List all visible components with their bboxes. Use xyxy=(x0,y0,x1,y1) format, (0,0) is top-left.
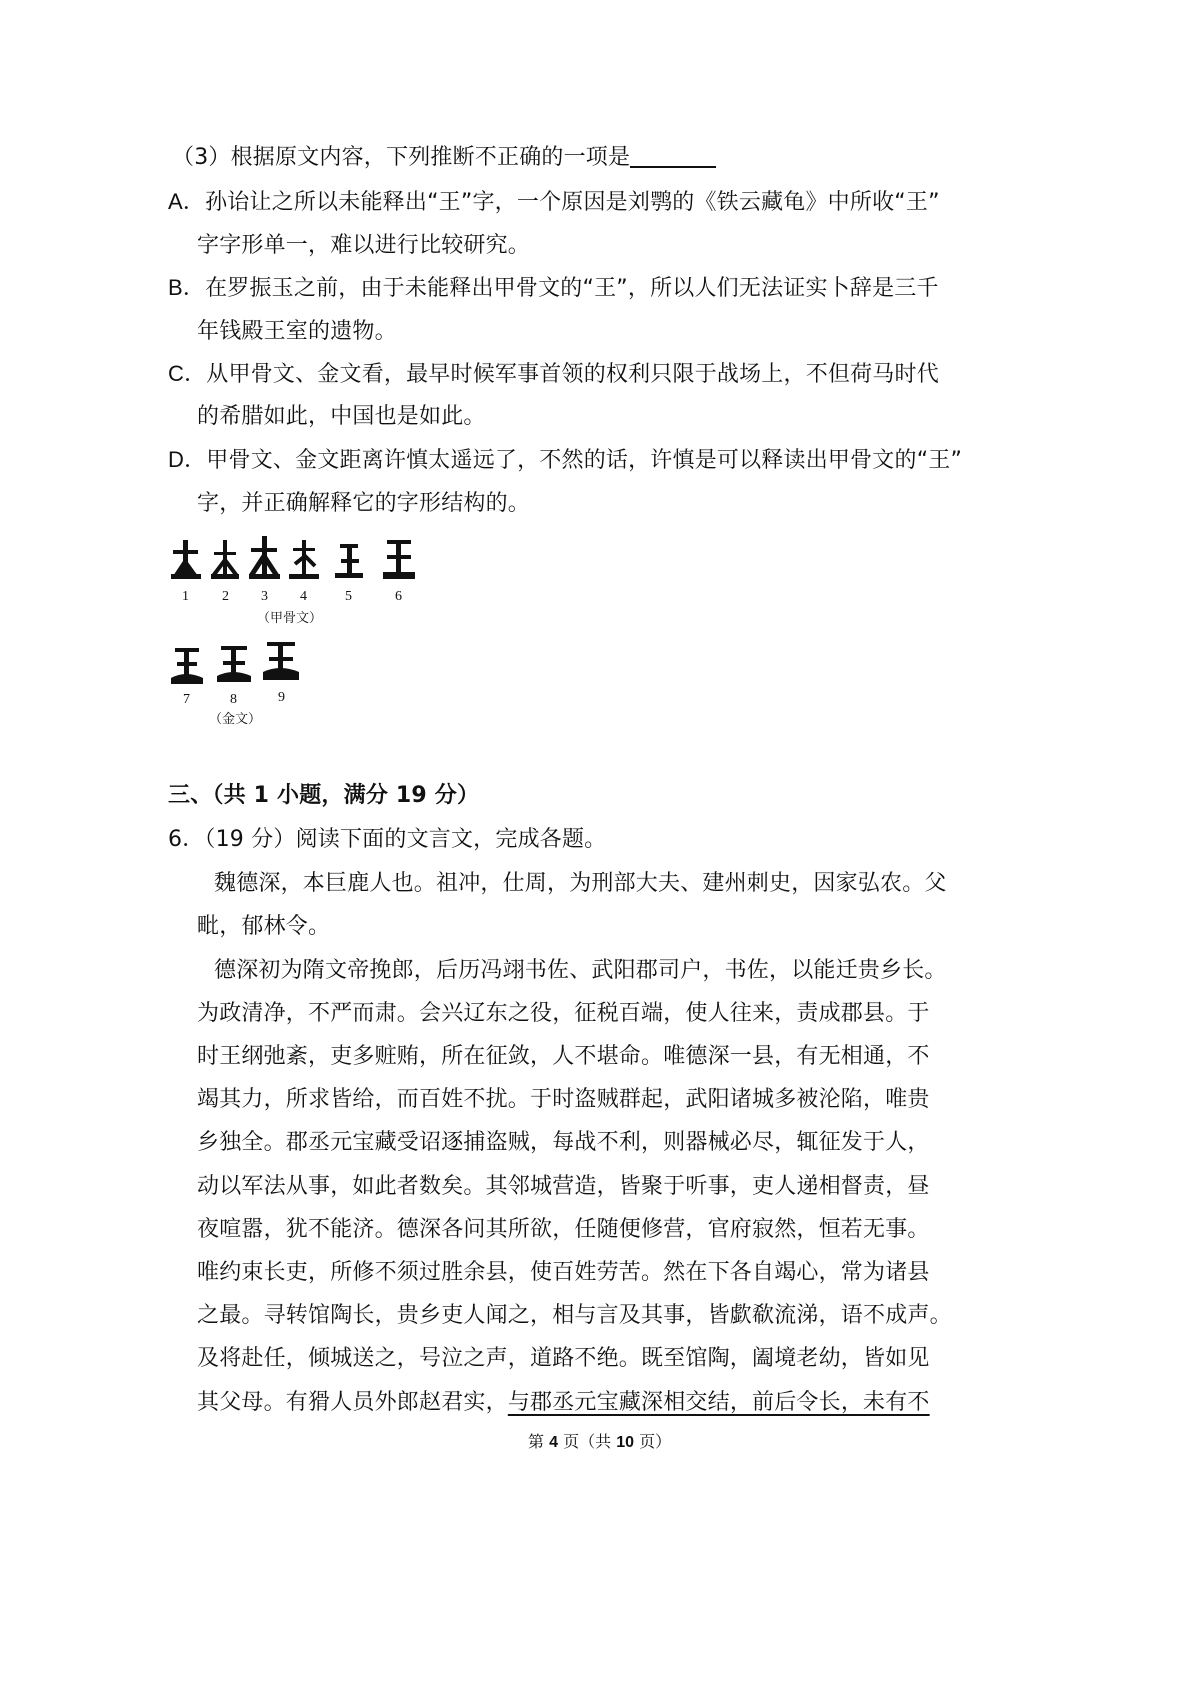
passage-line: 夜喧嚣，犹不能济。德深各问其所欲，任随便修营，官府寂然，恒若无事。 xyxy=(197,1217,930,1242)
oracle-number: 1 xyxy=(182,589,189,604)
oracle-glyph-1 xyxy=(171,540,201,579)
passage-line-last xyxy=(197,1387,930,1419)
option-a-continued: 字字形单一，难以进行比较研究。 xyxy=(197,233,531,258)
wang-glyph-figure xyxy=(165,530,425,730)
option-a xyxy=(168,186,940,219)
bronze-glyph-7 xyxy=(171,648,203,684)
option-text: 甲骨文、金文距离许慎太遥远了，不然的话，许慎是可以释读出甲骨文的“王” xyxy=(206,448,963,473)
passage-line: 毗，郁林令。 xyxy=(197,914,331,939)
passage-line: 竭其力，所求皆给，而百姓不扰。于时盗贼群起，武阳诸城多被沦陷，唯贵 xyxy=(197,1087,930,1112)
oracle-glyph-5 xyxy=(335,544,363,578)
page-total: 10 xyxy=(616,1434,635,1451)
oracle-glyph-6 xyxy=(383,540,415,579)
bronze-number: 7 xyxy=(183,692,190,707)
oracle-glyph-3 xyxy=(249,536,280,579)
passage-line: 动以军法从事，如此者数矣。其邻城营造，皆聚于听事，吏人递相督责，昼 xyxy=(197,1174,930,1199)
option-d-continued: 字，并正确解释它的字形结构的。 xyxy=(197,491,531,516)
oracle-number: 3 xyxy=(261,589,268,604)
option-text: 在罗振玉之前，由于未能释出甲骨文的“王”，所以人们无法证实卜辞是三千 xyxy=(205,276,939,301)
oracle-caption: （甲骨文） xyxy=(257,611,323,626)
page-number: 4 xyxy=(549,1434,559,1451)
passage-line: 时王纲弛紊，吏多赃贿，所在征敛，人不堪命。唯德深一县，有无相通，不 xyxy=(197,1044,930,1069)
passage-line: 乡独全。郡丞元宝藏受诏逐捕盗贼，每战不利，则器械必尽，辄征发于人， xyxy=(197,1130,930,1155)
bronze-number: 9 xyxy=(278,690,285,705)
oracle-number: 5 xyxy=(345,589,352,604)
passage-line: 德深初为隋文帝挽郎，后历冯翊书佐、武阳郡司户，书佐，以能迁贵乡长。 xyxy=(214,958,947,983)
passage-line: 魏德深，本巨鹿人也。祖冲，仕周，为刑部大夫、建州刺史，因家弘农。父 xyxy=(214,871,947,896)
option-label: C． xyxy=(168,361,207,386)
option-label: D． xyxy=(168,447,207,472)
oracle-number: 6 xyxy=(395,589,402,604)
oracle-glyph-2 xyxy=(211,540,239,579)
oracle-number: 4 xyxy=(300,589,307,604)
question6-stem: 6．（19 分）阅读下面的文言文，完成各题。 xyxy=(168,827,607,852)
oracle-number: 2 xyxy=(222,589,229,604)
option-d xyxy=(168,444,962,477)
passage-line: 之最。寻转馆陶长，贵乡吏人闻之，相与言及其事，皆歔欷流涕，语不成声。 xyxy=(197,1303,952,1328)
question3-stem: （3）根据原文内容，下列推断不正确的一项是 xyxy=(172,142,716,174)
option-c-continued: 的希腊如此，中国也是如此。 xyxy=(197,404,486,429)
section-heading: 三、（共 1 小题，满分 19 分） xyxy=(168,783,480,808)
bronze-number: 8 xyxy=(230,692,237,707)
bronze-glyph-8 xyxy=(217,646,251,682)
passage-line: 及将赴任，倾城送之，号泣之声，道路不绝。既至馆陶，阖境老幼，皆如见 xyxy=(197,1346,930,1371)
passage-text: 其父母。有猾人员外郎赵君实， xyxy=(197,1390,508,1415)
underlined-sentence: 与郡丞元宝藏深相交结，前后令长，未有不 xyxy=(507,1390,930,1415)
bronze-glyph-9 xyxy=(263,642,299,680)
page-footer: 第 4 页（共 10 页） xyxy=(528,1432,672,1451)
answer-blank xyxy=(630,144,716,168)
option-b-continued: 年钱殿王室的遗物。 xyxy=(197,319,397,344)
option-text: 从甲骨文、金文看，最早时候军事首领的权利只限于战场上，不但荷马时代 xyxy=(206,362,939,387)
option-label: B． xyxy=(168,275,206,300)
option-c xyxy=(168,358,939,391)
option-text: 孙诒让之所以未能释出“王”字，一个原因是刘鹗的《铁云藏龟》中所收“王” xyxy=(205,190,940,215)
bronze-caption: （金文） xyxy=(209,712,262,727)
passage-line: 唯约束长吏，所修不须过胜余县，使百姓劳苦。然在下各自竭心，常为诸县 xyxy=(197,1260,930,1285)
option-label: A． xyxy=(168,189,206,214)
option-b xyxy=(168,272,939,305)
oracle-glyph-4 xyxy=(289,540,319,579)
passage-line: 为政清净，不严而肃。会兴辽东之役，征税百端，使人往来，责成郡县。于 xyxy=(197,1001,930,1026)
